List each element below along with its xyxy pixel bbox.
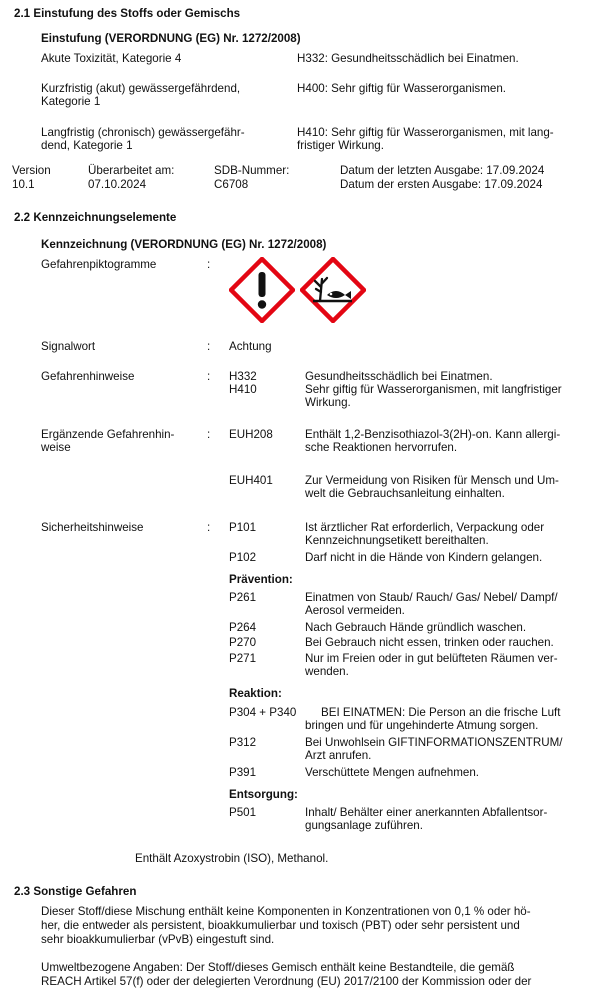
hazard-code: H410: [229, 383, 257, 396]
pictograms-label: Gefahrenpiktogramme: [41, 258, 157, 271]
euh-code: EUH208: [229, 428, 273, 441]
euh-text: Enthält 1,2-Benzisothiazol-3(2H)-on. Kann allergi-: [305, 428, 561, 441]
p-code: P271: [229, 652, 257, 665]
disposal-heading: Entsorgung:: [229, 788, 298, 801]
environment-icon: [300, 257, 366, 323]
hazard-statements-label: Gefahrenhinweise: [41, 370, 135, 383]
p-text: gungsanlage zuführen.: [305, 819, 423, 832]
first-issue-date: Datum der ersten Ausgabe: 17.09.2024: [340, 178, 543, 191]
p-code: P270: [229, 636, 257, 649]
colon: :: [207, 370, 211, 383]
supplemental-label-l1: Ergänzende Gefahrenhin-: [41, 428, 175, 441]
hazard-h400: H400: Sehr giftig für Wasserorganismen.: [297, 82, 506, 95]
p-text: Inhalt/ Behälter einer anerkannten Abfallentsor-: [305, 806, 548, 819]
last-issue-date: Datum der letzten Ausgabe: 17.09.2024: [340, 164, 545, 177]
hazard-h410-l2: fristiger Wirkung.: [297, 139, 384, 152]
exclamation-mark-icon: [229, 257, 295, 323]
p-text: Ist ärztlicher Rat erforderlich, Verpackung oder: [305, 521, 545, 534]
p-text: Nach Gebrauch Hände gründlich waschen.: [305, 621, 527, 634]
prevention-heading: Prävention:: [229, 573, 293, 586]
hazard-code: H332: [229, 370, 257, 383]
section-2-3-heading: 2.3 Sonstige Gefahren: [14, 885, 137, 898]
euh-text: Zur Vermeidung von Risiken für Mensch und Um-: [305, 474, 559, 487]
version-label: Version: [12, 164, 51, 177]
euh-text: sche Reaktionen hervorrufen.: [305, 441, 458, 454]
euh-code: EUH401: [229, 474, 273, 487]
p-text: bringen und für ungehinderte Atmung sorgen.: [305, 719, 539, 732]
classification-subheading: Einstufung (VERORDNUNG (EG) Nr. 1272/2008): [41, 32, 301, 45]
reaction-heading: Reaktion:: [229, 687, 282, 700]
p-code: P312: [229, 736, 257, 749]
p-text: Darf nicht in die Hände von Kindern gelangen.: [305, 551, 543, 564]
classification-aquatic-acute-l1: Kurzfristig (akut) gewässergefährdend,: [41, 82, 241, 95]
p-code: P391: [229, 766, 257, 779]
sdb-label: SDB-Nummer:: [214, 164, 290, 177]
pbt-paragraph-line: her, die entweder als persistent, bioakkumulierbar und toxisch (PBT) oder sehr persistent und: [41, 919, 520, 932]
classification-acute-tox: Akute Toxizität, Kategorie 4: [41, 52, 182, 65]
p-text: Kennzeichnungsetikett bereithalten.: [305, 534, 489, 547]
hazard-text: Wirkung.: [305, 396, 351, 409]
p-code: P264: [229, 621, 257, 634]
section-2-1-heading: 2.1 Einstufung des Stoffs oder Gemischs: [14, 7, 241, 20]
classification-aquatic-chronic-l1: Langfristig (chronisch) gewässergefähr-: [41, 126, 245, 139]
hazard-text: Sehr giftig für Wasserorganismen, mit langfristiger: [305, 383, 562, 396]
hazard-h410-l1: H410: Sehr giftig für Wasserorganismen, mit lang-: [297, 126, 554, 139]
precautionary-label: Sicherheitshinweise: [41, 521, 144, 534]
signal-word-value: Achtung: [229, 340, 272, 353]
p-text: Aerosol vermeiden.: [305, 604, 405, 617]
p-code: P501: [229, 806, 257, 819]
supplemental-label-l2: weise: [41, 441, 71, 454]
colon: :: [207, 521, 211, 534]
signal-word-label: Signalwort: [41, 340, 96, 353]
environment-paragraph-line: REACH Artikel 57(f) oder der delegierten Verordnung (EU) 2017/2100 der Kommission oder der: [41, 975, 532, 988]
version-value: 10.1: [12, 178, 35, 191]
hazard-h332: H332: Gesundheitsschädlich bei Einatmen.: [297, 52, 519, 65]
hazard-text: Gesundheitsschädlich bei Einatmen.: [305, 370, 493, 383]
pbt-paragraph-line: Dieser Stoff/diese Mischung enthält keine Komponenten in Konzentrationen von 0,1 % oder hö-: [41, 905, 531, 918]
p-code: P261: [229, 591, 257, 604]
section-2-2-heading: 2.2 Kennzeichnungselemente: [14, 211, 177, 224]
p-text: Nur im Freien oder in gut belüfteten Räumen ver-: [305, 652, 558, 665]
classification-aquatic-chronic-l2: dend, Kategorie 1: [41, 139, 133, 152]
colon: :: [207, 258, 211, 271]
p-code: P101: [229, 521, 257, 534]
revised-value: 07.10.2024: [88, 178, 147, 191]
classification-aquatic-acute-l2: Kategorie 1: [41, 95, 101, 108]
labelling-subheading: Kennzeichnung (VERORDNUNG (EG) Nr. 1272/2008): [41, 238, 327, 251]
colon: :: [207, 340, 211, 353]
colon: :: [207, 428, 211, 441]
sdb-value: C6708: [214, 178, 249, 191]
p-text: Einatmen von Staub/ Rauch/ Gas/ Nebel/ Dampf/: [305, 591, 558, 604]
contains-note: Enthält Azoxystrobin (ISO), Methanol.: [135, 852, 329, 865]
p-text: BEI EINATMEN: Die Person an die frische Luft: [321, 706, 561, 719]
p-text: Verschüttete Mengen aufnehmen.: [305, 766, 480, 779]
p-text: Arzt anrufen.: [305, 749, 372, 762]
p-code: P304 + P340: [229, 706, 297, 719]
revised-label: Überarbeitet am:: [88, 164, 175, 177]
p-text: wenden.: [305, 665, 349, 678]
pbt-paragraph-line: sehr bioakkumulierbar (vPvB) eingestuft sind.: [41, 933, 275, 946]
p-text: Bei Unwohlsein GIFTINFORMATIONSZENTRUM/: [305, 736, 563, 749]
p-text: Bei Gebrauch nicht essen, trinken oder rauchen.: [305, 636, 554, 649]
environment-paragraph-line: Umweltbezogene Angaben: Der Stoff/dieses Gemisch enthält keine Bestandteile, die gemäß: [41, 961, 515, 974]
p-code: P102: [229, 551, 257, 564]
euh-text: welt die Gebrauchsanleitung einhalten.: [305, 487, 505, 500]
